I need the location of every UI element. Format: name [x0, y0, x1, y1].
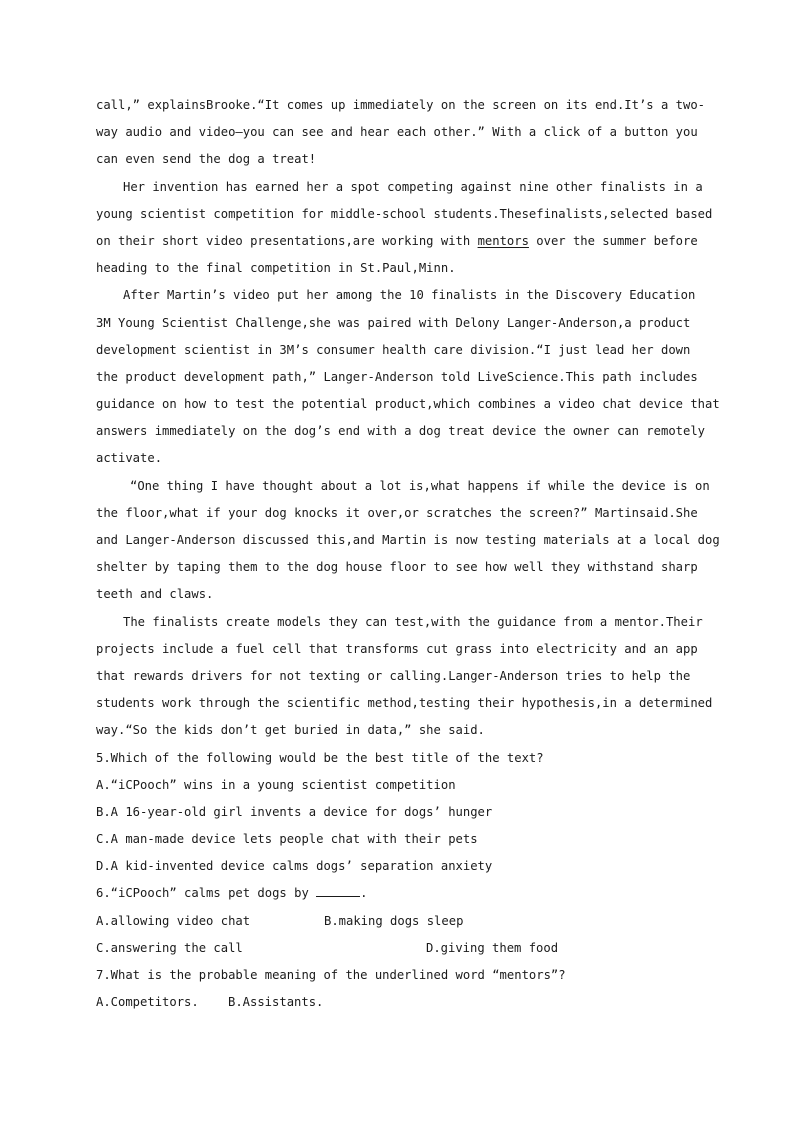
text-line: that rewards drivers for not texting or calling.Langer-Anderson tries to help the [96, 668, 691, 683]
text-line [96, 228, 696, 255]
answer-option-d: D.A kid-invented device calms dogs’ separation anxiety [96, 859, 493, 874]
answer-option-a: A.Competitors. [96, 995, 199, 1010]
text-line: young scientist competition for middle-school students.Thesefinalists,selected based [96, 206, 713, 221]
paragraph-invention [96, 174, 713, 283]
question-5 [96, 745, 696, 881]
document-page [96, 92, 720, 1016]
text-line: the product development path,” Langer-Anderson told LiveScience.This path includes [96, 369, 698, 384]
stem-text: 6.“iCPooch” calms pet dogs by [96, 886, 317, 901]
paragraph-finalists [96, 282, 720, 472]
stem-text: . [360, 886, 368, 901]
paragraph-continuation [96, 92, 706, 174]
question-stem: 5.Which of the following would be the best title of the text? [96, 750, 544, 765]
text-line: guidance on how to test the potential product,which combines a video chat device that [96, 397, 720, 412]
text-line: “One thing I have thought about a lot is,what happens if while the device is on [130, 478, 710, 493]
text-line: the floor,what if your dog knocks it over,or scratches the screen?” Martinsaid.She [96, 505, 698, 520]
text-line: projects include a fuel cell that transforms cut grass into electricity and an app [96, 641, 698, 656]
answer-blank [316, 883, 360, 897]
text-line: call,” explainsBrooke.“It comes up immediately on the screen on its end.It’s a two- [96, 98, 706, 112]
text-span: over the summer before [528, 233, 698, 248]
text-line: answers immediately on the dog’s end with a dog treat device the owner can remotely [96, 424, 706, 439]
paragraph-models [96, 609, 713, 745]
underlined-word-mentors: mentors [477, 233, 529, 248]
answer-option-a: A.“iCPooch” wins in a young scientist competition [96, 777, 456, 792]
answer-option-a: A.allowing video chat [96, 913, 251, 928]
text-line: way audio and video—you can see and hear each other.” With a click of a button you [96, 125, 698, 140]
question-6 [96, 880, 696, 962]
answer-option-c: C.A man-made device lets people chat with their pets [96, 832, 478, 847]
text-line: can even send the dog a treat! [96, 152, 317, 167]
text-line: heading to the final competition in St.Paul,Minn. [96, 261, 456, 276]
question-7 [96, 962, 696, 1016]
question-stem: 7.What is the probable meaning of the underlined word “mentors”? [96, 968, 566, 982]
text-line: shelter by taping them to the dog house floor to see how well they withstand sharp [96, 560, 698, 575]
question-stem [96, 880, 696, 907]
text-line: way.“So the kids don’t get buried in data,” she said. [96, 723, 485, 738]
text-line: development scientist in 3M’s consumer health care division.“I just lead her down [96, 342, 691, 357]
text-line: students work through the scientific method,testing their hypothesis,in a determined [96, 696, 713, 711]
text-line: Her invention has earned her a spot competing against nine other finalists in a [123, 179, 703, 194]
text-line: teeth and claws. [96, 587, 214, 602]
text-line: 3M Young Scientist Challenge,she was paired with Delony Langer-Anderson,a product [96, 315, 691, 330]
answer-option-d: D.giving them food [426, 940, 559, 955]
option-row [96, 989, 696, 1016]
text-line: and Langer-Anderson discussed this,and Martin is now testing materials at a local dog [96, 533, 720, 547]
answer-option-c: C.answering the call [96, 940, 243, 955]
text-line: After Martin’s video put her among the 10 finalists in the Discovery Education [123, 288, 696, 303]
option-row [96, 908, 696, 935]
text-line: The finalists create models they can test,with the guidance from a mentor.Their [123, 614, 703, 629]
paragraph-quote [96, 473, 720, 609]
text-line: activate. [96, 451, 163, 466]
option-row [96, 935, 696, 962]
text-span: on their short video presentations,are working with [96, 233, 478, 248]
answer-option-b: B.Assistants. [228, 995, 324, 1010]
answer-option-b: B.A 16-year-old girl invents a device for dogs’ hunger [96, 804, 493, 819]
answer-option-b: B.making dogs sleep [324, 913, 464, 928]
